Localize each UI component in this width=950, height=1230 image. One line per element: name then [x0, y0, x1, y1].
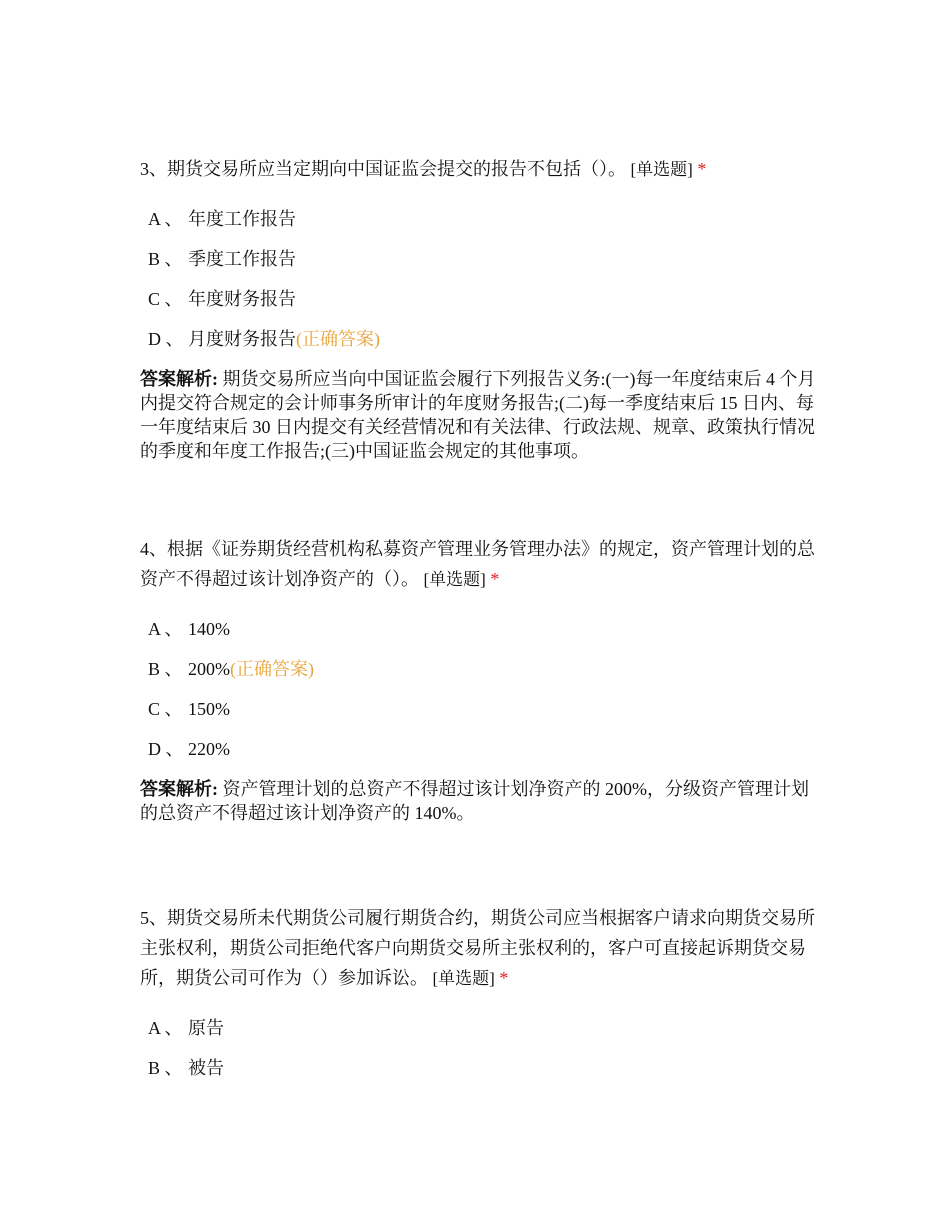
option-text: 年度财务报告	[188, 289, 296, 309]
question-type-tag: [单选题]	[423, 570, 486, 589]
options-list	[140, 1008, 820, 1088]
option-letter: A 、	[148, 1018, 183, 1038]
answer-analysis	[140, 367, 820, 463]
options-list	[140, 199, 820, 359]
question-3	[140, 154, 820, 463]
option-a[interactable]	[140, 199, 820, 239]
question-5	[140, 903, 820, 1088]
analysis-label: 答案解析:	[140, 779, 218, 799]
option-a[interactable]	[140, 1008, 820, 1048]
option-letter: A 、	[148, 619, 183, 639]
answer-analysis	[140, 777, 820, 825]
question-title	[140, 534, 820, 595]
option-letter: D 、	[148, 739, 184, 759]
option-letter: B 、	[148, 1058, 183, 1078]
option-c[interactable]	[140, 689, 820, 729]
question-number: 3、	[140, 159, 167, 179]
required-mark: *	[697, 159, 707, 179]
option-c[interactable]	[140, 279, 820, 319]
analysis-text: 资产管理计划的总资产不得超过该计划净资产的 200%，分级资产管理计划的总资产不得超过该计划净资产的 140%。	[140, 779, 809, 823]
option-letter: B 、	[148, 659, 183, 679]
question-type-tag: [单选题]	[630, 160, 693, 179]
required-mark: *	[499, 968, 509, 988]
option-b[interactable]	[140, 239, 820, 279]
correct-answer-label: (正确答案)	[296, 329, 380, 349]
analysis-label: 答案解析:	[140, 369, 218, 389]
option-letter: A 、	[148, 209, 183, 229]
option-letter: C 、	[148, 699, 183, 719]
question-text: 期货交易所未代期货公司履行期货合约，期货公司应当根据客户请求向期货交易所主张权利，期货公司拒绝代客户向期货交易所主张权利的，客户可直接起诉期货交易所，期货公司可作为（）参加诉讼。	[140, 908, 815, 988]
option-text: 年度工作报告	[188, 209, 296, 229]
question-number: 4、	[140, 539, 167, 559]
question-4	[140, 534, 820, 825]
option-text: 月度财务报告	[188, 329, 296, 349]
option-text: 140%	[188, 619, 230, 639]
analysis-text: 期货交易所应当向中国证监会履行下列报告义务:(一)每一年度结束后 4 个月内提交符合规定的会计师事务所审计的年度财务报告;(二)每一季度结束后 15 日内、每一年度结束后 30 日内提交有关经营情况和有关法律、行政法规、规章、政策执行情况的季度和年度工作报告;(三)中国证监会规定的其他事项。	[140, 369, 816, 461]
required-mark: *	[490, 569, 500, 589]
option-d[interactable]	[140, 319, 820, 359]
question-title	[140, 154, 820, 185]
option-text: 季度工作报告	[188, 249, 296, 269]
option-text: 原告	[188, 1018, 224, 1038]
question-title	[140, 903, 820, 994]
options-list	[140, 609, 820, 769]
option-text: 220%	[188, 739, 230, 759]
question-number: 5、	[140, 908, 167, 928]
correct-answer-label: (正确答案)	[230, 659, 314, 679]
option-a[interactable]	[140, 609, 820, 649]
question-text: 期货交易所应当定期向中国证监会提交的报告不包括（）。	[167, 159, 626, 179]
option-b[interactable]	[140, 649, 820, 689]
option-b[interactable]	[140, 1048, 820, 1088]
option-text: 150%	[188, 699, 230, 719]
option-letter: B 、	[148, 249, 183, 269]
option-d[interactable]	[140, 729, 820, 769]
option-letter: D 、	[148, 329, 184, 349]
option-letter: C 、	[148, 289, 183, 309]
option-text: 200%	[188, 659, 230, 679]
question-text: 根据《证券期货经营机构私募资产管理业务管理办法》的规定，资产管理计划的总资产不得超过该计划净资产的（）。	[140, 539, 815, 589]
option-text: 被告	[188, 1058, 224, 1078]
question-type-tag: [单选题]	[432, 969, 495, 988]
